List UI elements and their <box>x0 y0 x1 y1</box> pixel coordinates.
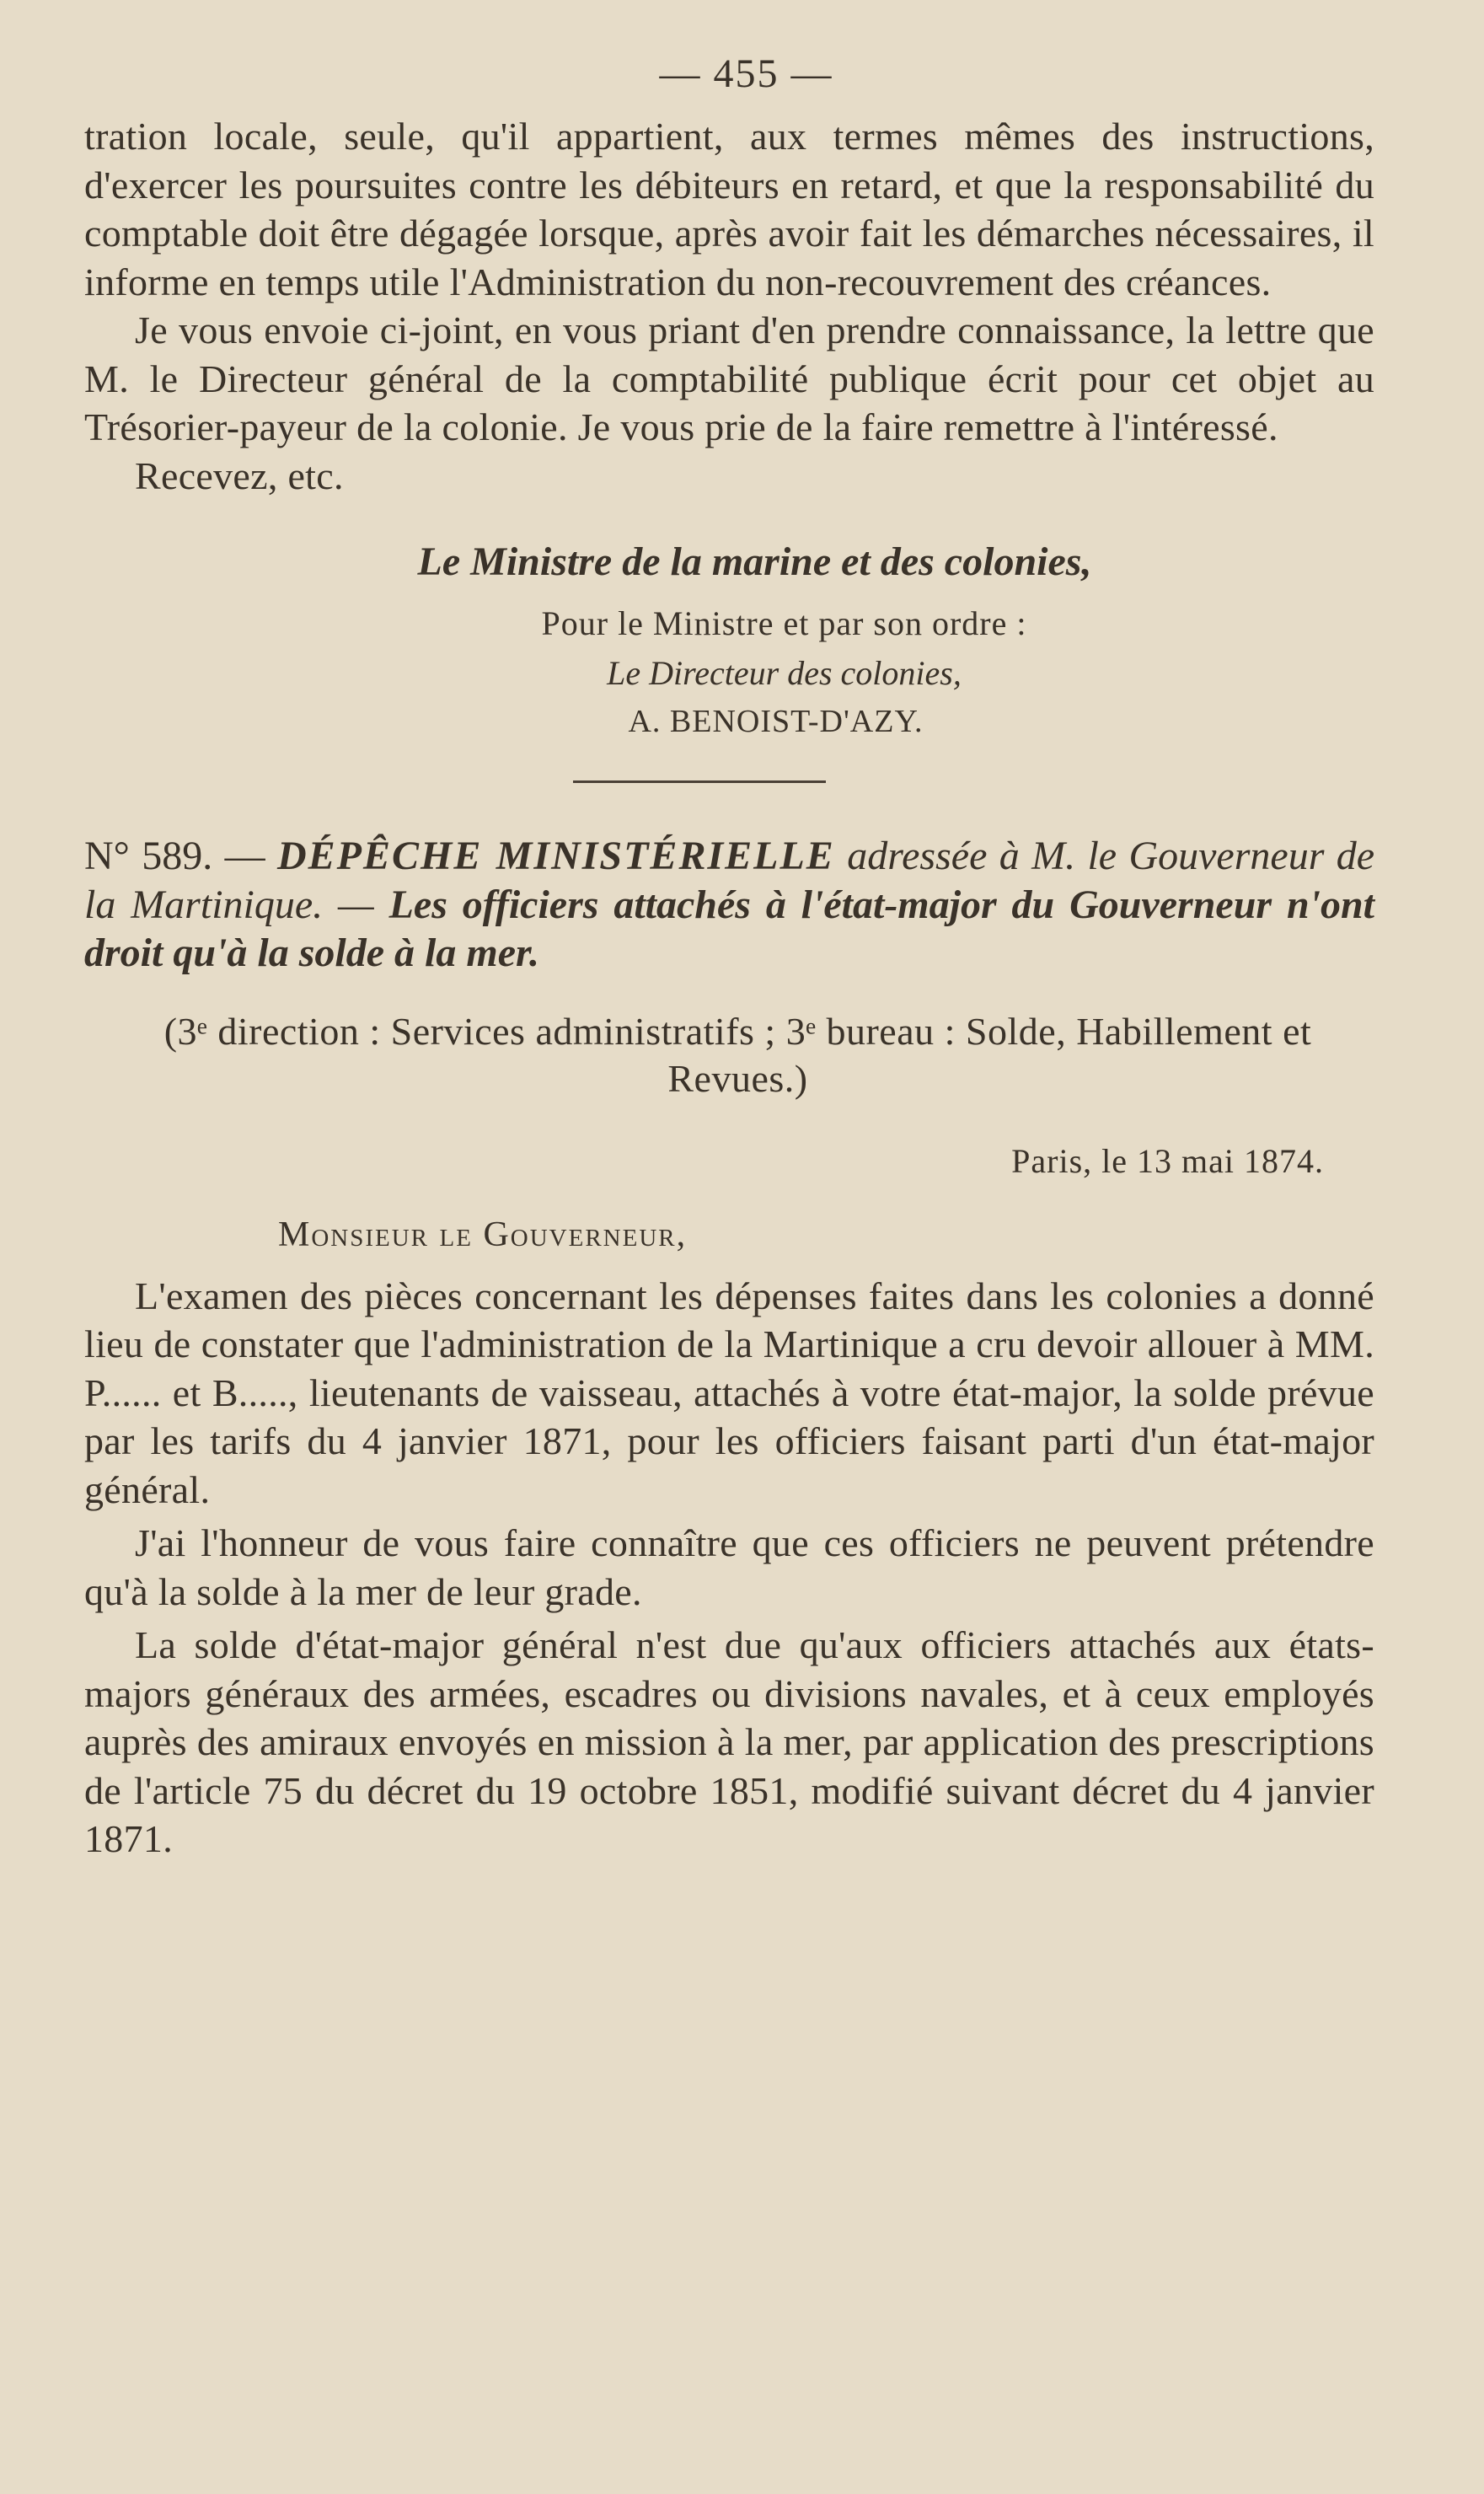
section-divider <box>573 780 826 783</box>
paragraph-closing: Recevez, etc. <box>135 453 344 497</box>
page-number: — 455 — <box>659 51 833 96</box>
salutation: Monsieur le Gouverneur, <box>278 1215 688 1254</box>
signature-director-title: Le Directeur des colonies, <box>607 654 962 692</box>
signature-minister: Le Ministre de la marine et des colonies, <box>417 539 1092 584</box>
direction-line: (3ᵉ direction : Services administratifs ; 3ᵉ bureau : Solde, Habillement et Revues.) <box>163 1009 1312 1100</box>
signature-name: A. BENOIST-D'AZY. <box>628 704 924 739</box>
paragraph-body-2: J'ai l'honneur de vous faire connaître que ces officiers ne peuvent prétendre qu'à la solde à la mer de leur grade. <box>84 1521 1374 1613</box>
paragraph-body-3: La solde d'état-major général n'est due qu'aux officiers attachés aux états-majors généraux des armées, escadres ou divisions navales, et à ceux employés auprès des amiraux envoyés en mission à la mer, par application des prescriptions de l'article 75 du décret du 19 octobre 1851, modifié suivant décret du 4 janvier 1871. <box>84 1623 1374 1860</box>
depeche-subject: Les officiers attachés à l'état-major du Gouverneur n'ont droit qu'à la solde à la mer. <box>84 882 1375 975</box>
depeche-number: N° 589. — <box>84 834 265 878</box>
signature-order: Pour le Ministre et par son ordre : <box>541 604 1027 642</box>
depeche-title <box>84 832 1374 978</box>
paragraph-body-1: L'examen des pièces concernant les dépenses faites dans les colonies a donné lieu de constater que l'administration de la Martinique a cru devoir allouer à MM. P...... et B....., lieutenants de vaisseau, attachés à votre état-major, la solde prévue par les tarifs du 4 janvier 1871, pour les officiers faisant parti d'un état-major général. <box>84 1274 1374 1511</box>
depeche-heading: DÉPÊCHE MINISTÉRIELLE <box>276 834 835 878</box>
letter-date: Paris, le 13 mai 1874. <box>1011 1141 1324 1180</box>
paragraph-enclosure: Je vous envoie ci-joint, en vous priant d'en prendre connaissance, la lettre que M. le Directeur général de la comptabilité publique écrit pour cet objet au Trésorier-payeur de la colonie. Je vous prie de la faire remettre à l'intéressé. <box>84 308 1374 448</box>
paragraph-continued: tration locale, seule, qu'il appartient, aux termes mêmes des instructions, d'exercer les poursuites contre les débiteurs en retard, et que la responsabilité du comptable doit être dégagée lorsque, après avoir fait les démarches nécessaires, il informe en temps utile l'Administration du non-recouvrement des créances. <box>84 115 1374 303</box>
depeche-addressee: adressée à M. le Gouverneur de la Martinique. — <box>84 834 1375 927</box>
